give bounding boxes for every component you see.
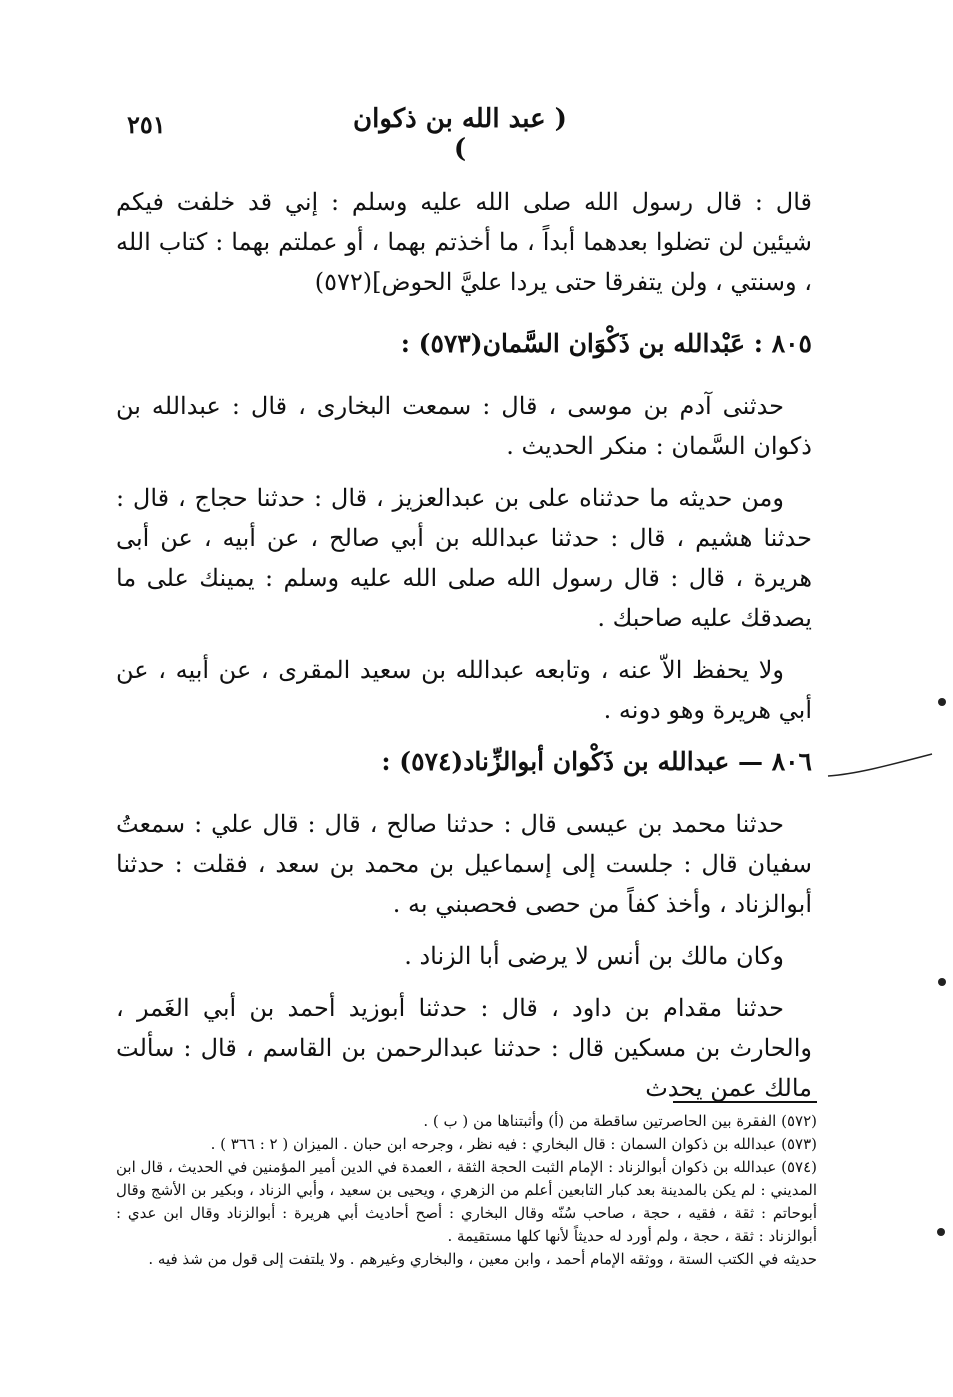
footnote-574-continued: حديثه في الكتب الستة ، ووثقه الإمام أحمد ، وابن معين ، والبخاري وغيرهم . ولا يلتفت إلى قول من شذ فيه . <box>148 1250 817 1268</box>
margin-dot <box>938 978 946 986</box>
running-title: ( عبد الله بن ذكوان ) <box>353 104 567 164</box>
footnote-574: (٥٧٤) عبدالله بن ذكوان أبوالزناد : الإمام الثبت الحجة الثقة ، العمدة في الدين أمير المؤمنين في الحديث ، قال ابن المديني : لم يكن بالمدينة بعد كبار التابعين أعلم من الزهري ، ويحيى بن سعيد ، وأبي الزناد ، وبكير بن الأشج وقال أبوحاتم : ثقة ، فقيه ، حجة ، صاحب سُنّه وقال البخاري : أصح أحاديث أبي هريرة : أبوالزناد وقال ابن عدي : أبوالزناد : ثقة ، حجة ، ولم أورد له حديثاً لأنها كلها مستقيمة . <box>116 1158 817 1245</box>
footnote-573: (٥٧٣) عبدالله بن ذكوان السمان : قال البخاري : فيه نظر ، وجرحه ابن حبان . الميزان ( ٢ : ٣٦٦ ) . <box>210 1135 817 1153</box>
paragraph-hadith-thaqalayn: قال : قال رسول الله صلى الله عليه وسلم : إني قد خلفت فيكم شيئين لن تضلوا بعدهما أبداً ، ما أخذتم بهما ، أو عملتم بهما : كتاب الله ، وسنتي ، ولن يتفرقا حتى يردا عليَّ الحوض](٥٧٢) <box>116 188 812 296</box>
footnote-separator <box>673 1101 817 1103</box>
page-number: ٢٥١ <box>127 110 166 139</box>
footnote-572: (٥٧٢) الفقرة بين الحاصرتين ساقطة من (أ) وأثبتناها من ( ب ) . <box>423 1112 817 1130</box>
margin-dot <box>937 1228 945 1236</box>
paragraph-sufyan-narration: حدثنا محمد بن عيسى قال : حدثنا صالح ، قال : قال علي : سمعتُ سفيان قال : جلست إلى إسماعيل بن محمد بن سعد ، فقلت : حدثنا أبوالزناد ، وأخذ كفاً من حصى فحصبني به . <box>116 810 812 918</box>
margin-pen-stroke <box>826 752 936 792</box>
paragraph-hadith-yaminuka: ومن حديثه ما حدثناه على بن عبدالعزيز ، قال : حدثنا حجاج ، قال : حدثنا هشيم ، قال : حدثنا عبدالله بن أبي صالح ، عن أبيه ، عن أبى هريرة ، قال : قال رسول الله صلى الله عليه وسلم : يمينك على ما يصدقك عليه صاحبك . <box>116 484 812 632</box>
entry-heading-806: ٨٠٦ — عبدالله بن ذَكْوان أبوالزِّناد(٥٧٤) : <box>381 747 812 776</box>
page-header <box>0 92 953 164</box>
paragraph-miqdam-narration: حدثنا مقدام بن داود ، قال : حدثنا أبوزيد أحمد بن أبي الغَمر ، والحارث بن مسكين قال : حدثنا عبدالرحمن بن القاسم ، قال : سألت مالك عمن يحدث <box>116 994 812 1102</box>
margin-dot <box>938 698 946 706</box>
paragraph-mutabaa: ولا يحفظ الاّ عنه ، وتابعه عبدالله بن سعيد المقرى ، عن أبيه ، عن أبي هريرة وهو دونه . <box>116 656 812 724</box>
main-text <box>116 182 812 1108</box>
entry-heading-805: ٨٠٥ : عَبْدالله بن ذَكْوَان السَّمان(٥٧٣) : <box>400 329 812 358</box>
footnotes <box>116 1110 817 1271</box>
paragraph-malik-opinion: وكان مالك بن أنس لا يرضى أبا الزناد . <box>404 942 784 970</box>
paragraph-bukhari-opinion: حدثنى آدم بن موسى ، قال : سمعت البخارى ، قال : عبدالله بن ذكوان السَّمان : منكر الحديث . <box>116 392 812 460</box>
